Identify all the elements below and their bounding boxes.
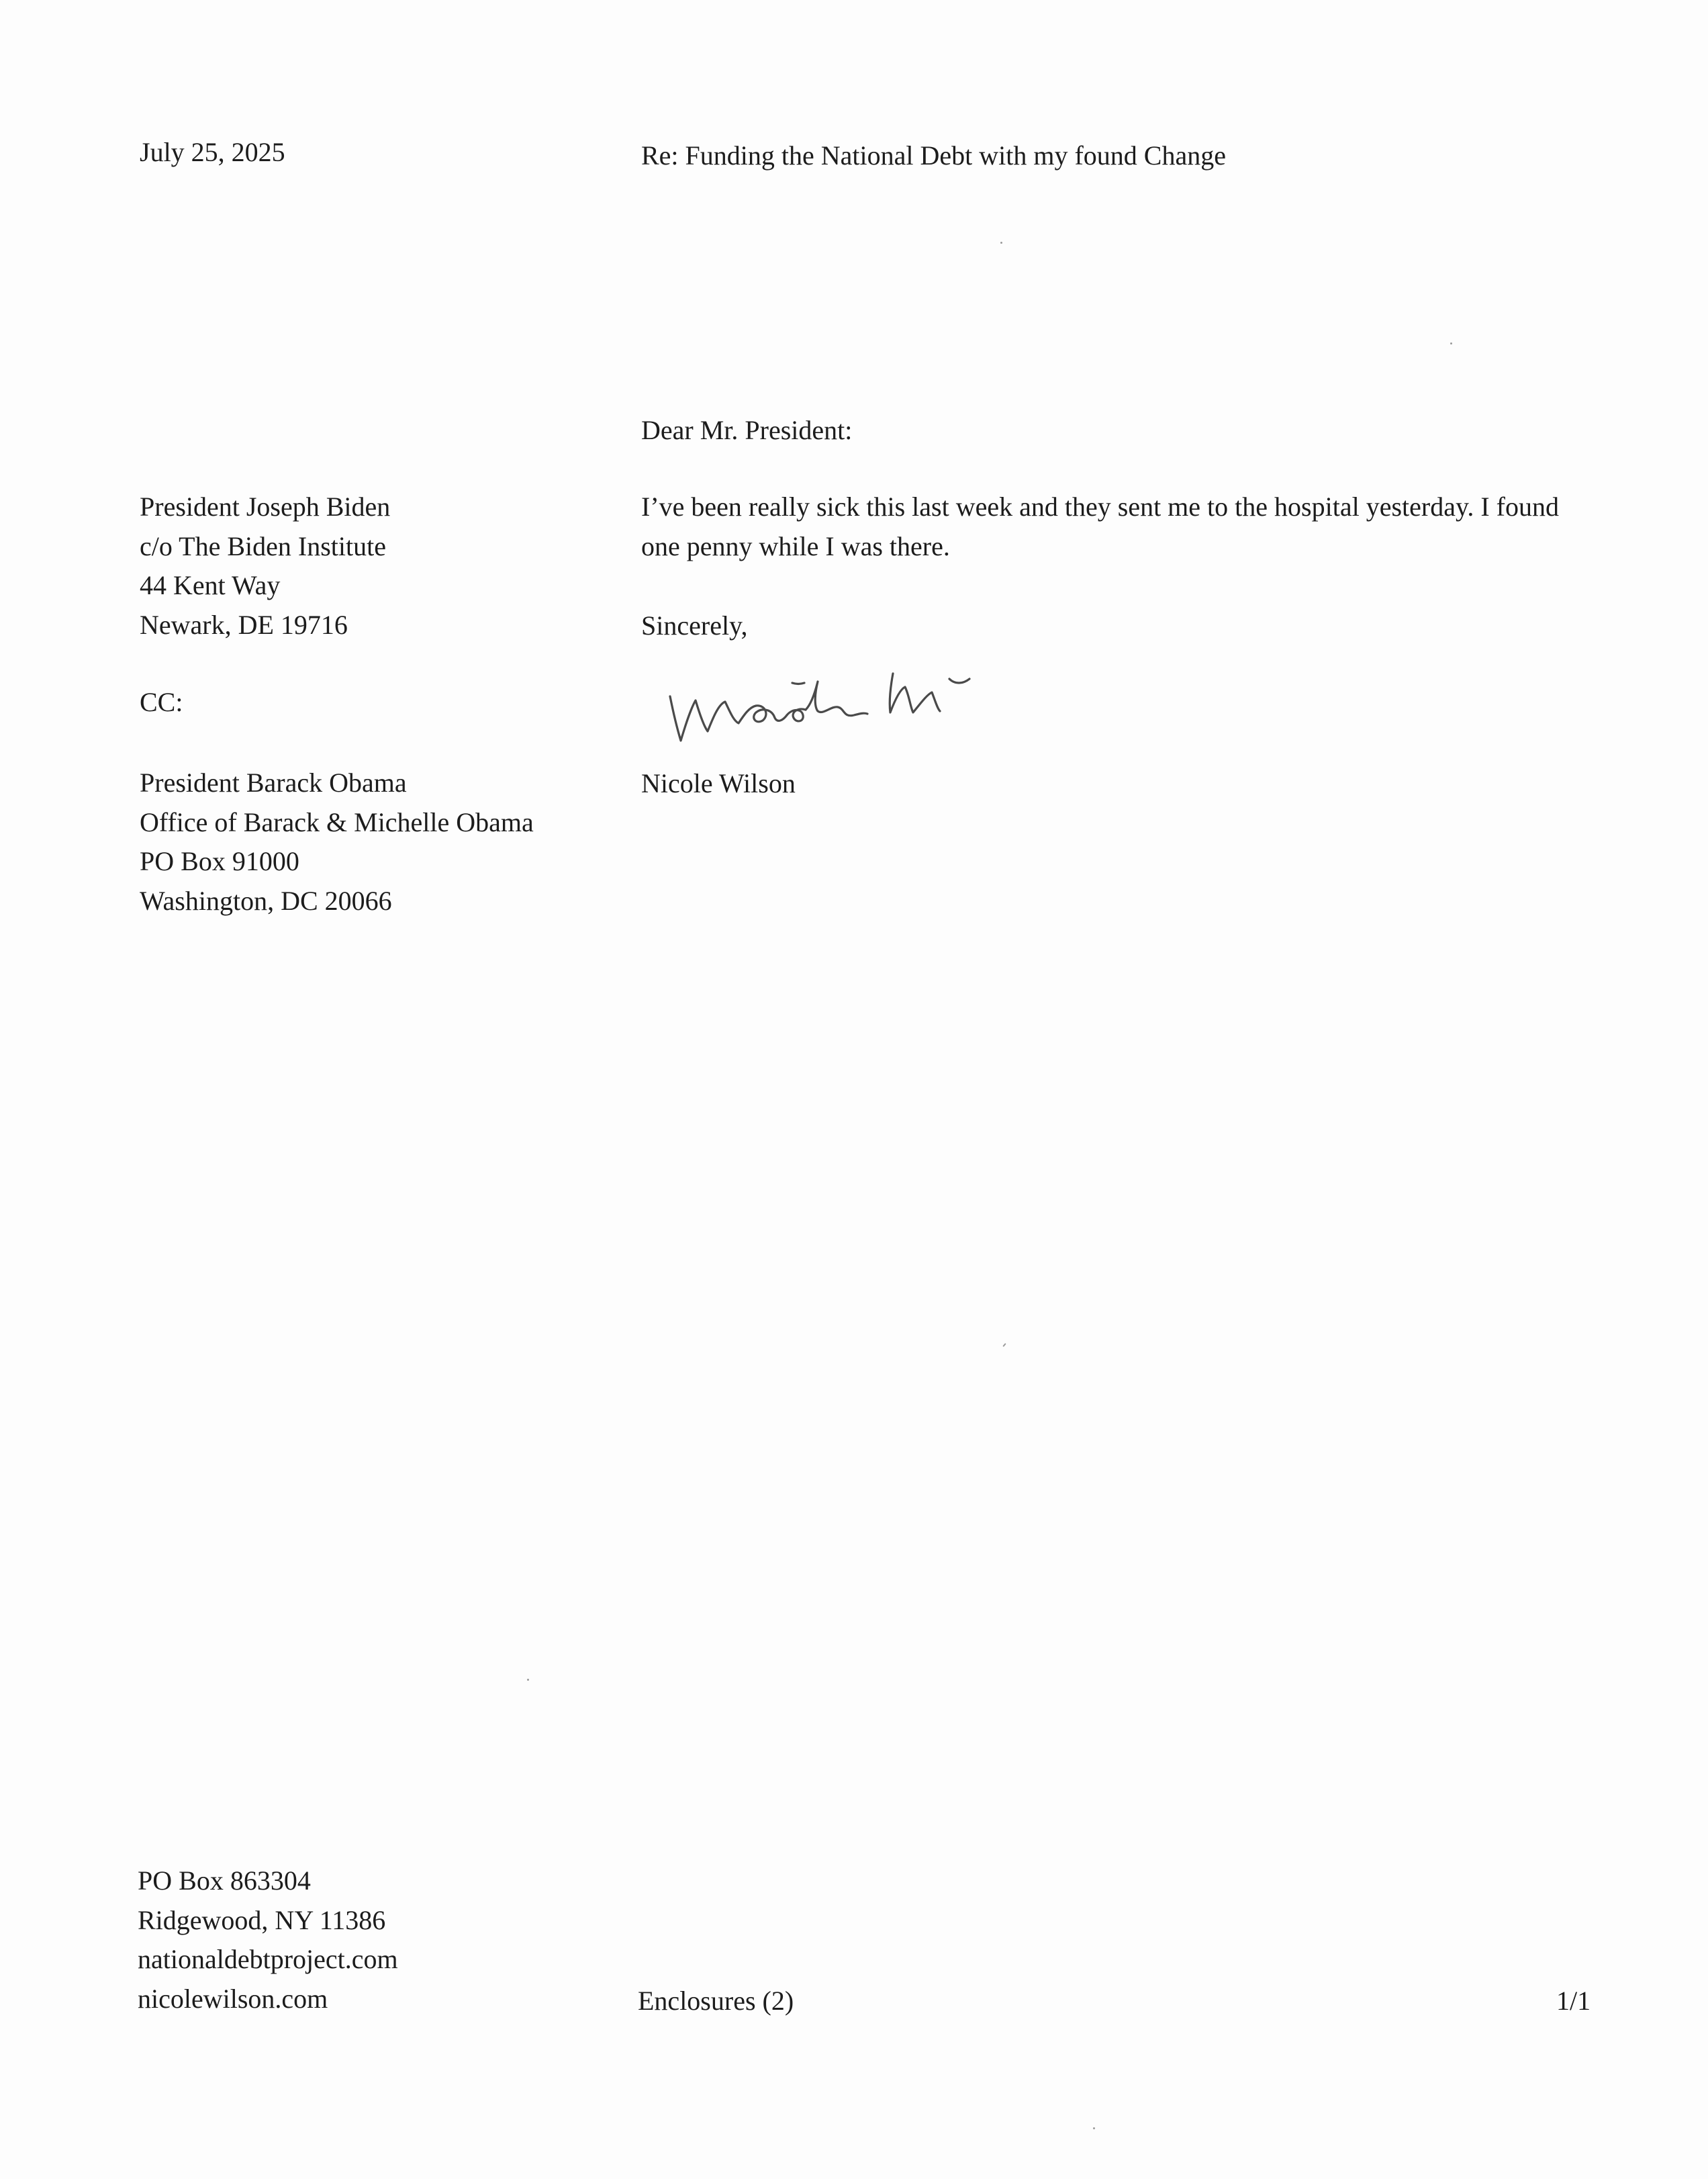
scan-speck bbox=[1000, 242, 1002, 244]
cc-recipient-address bbox=[140, 763, 534, 921]
cc-recipient-line: PO Box 91000 bbox=[140, 846, 299, 876]
recipient-line: Newark, DE 19716 bbox=[140, 609, 348, 640]
salutation: Dear Mr. President: bbox=[641, 415, 853, 445]
recipient-address bbox=[140, 488, 390, 645]
cc-recipient-line: Washington, DC 20066 bbox=[140, 885, 392, 916]
cc-label: CC: bbox=[140, 687, 183, 717]
sender-address bbox=[138, 1861, 398, 2019]
closing: Sincerely, bbox=[641, 610, 748, 641]
sender-line: PO Box 863304 bbox=[138, 1865, 311, 1896]
subject-line: Re: Funding the National Debt with my found Change bbox=[641, 140, 1226, 171]
signer-name: Nicole Wilson bbox=[641, 768, 796, 798]
enclosures-note: Enclosures (2) bbox=[638, 1986, 794, 2016]
sender-website: nationaldebtproject.com bbox=[138, 1944, 398, 1974]
scan-speck bbox=[1093, 2127, 1095, 2129]
cc-recipient-line: President Barack Obama bbox=[140, 768, 407, 798]
recipient-line: 44 Kent Way bbox=[140, 570, 281, 600]
letter-body: I’ve been really sick this last week and they sent me to the hospital yesterday. I found one penny while I was there. bbox=[641, 492, 1559, 561]
recipient-line: President Joseph Biden bbox=[140, 492, 391, 522]
scan-speck bbox=[1450, 342, 1452, 344]
scan-speck bbox=[527, 1679, 529, 1681]
handwritten-signature bbox=[665, 648, 1027, 755]
page-number: 1/1 bbox=[1556, 1986, 1591, 2016]
recipient-line: c/o The Biden Institute bbox=[140, 530, 386, 561]
letter-date: July 25, 2025 bbox=[140, 137, 285, 167]
cc-recipient-line: Office of Barack & Michelle Obama bbox=[140, 806, 534, 837]
scan-speck bbox=[1002, 1343, 1006, 1347]
sender-website: nicolewilson.com bbox=[138, 1983, 328, 2014]
sender-line: Ridgewood, NY 11386 bbox=[138, 1904, 386, 1935]
